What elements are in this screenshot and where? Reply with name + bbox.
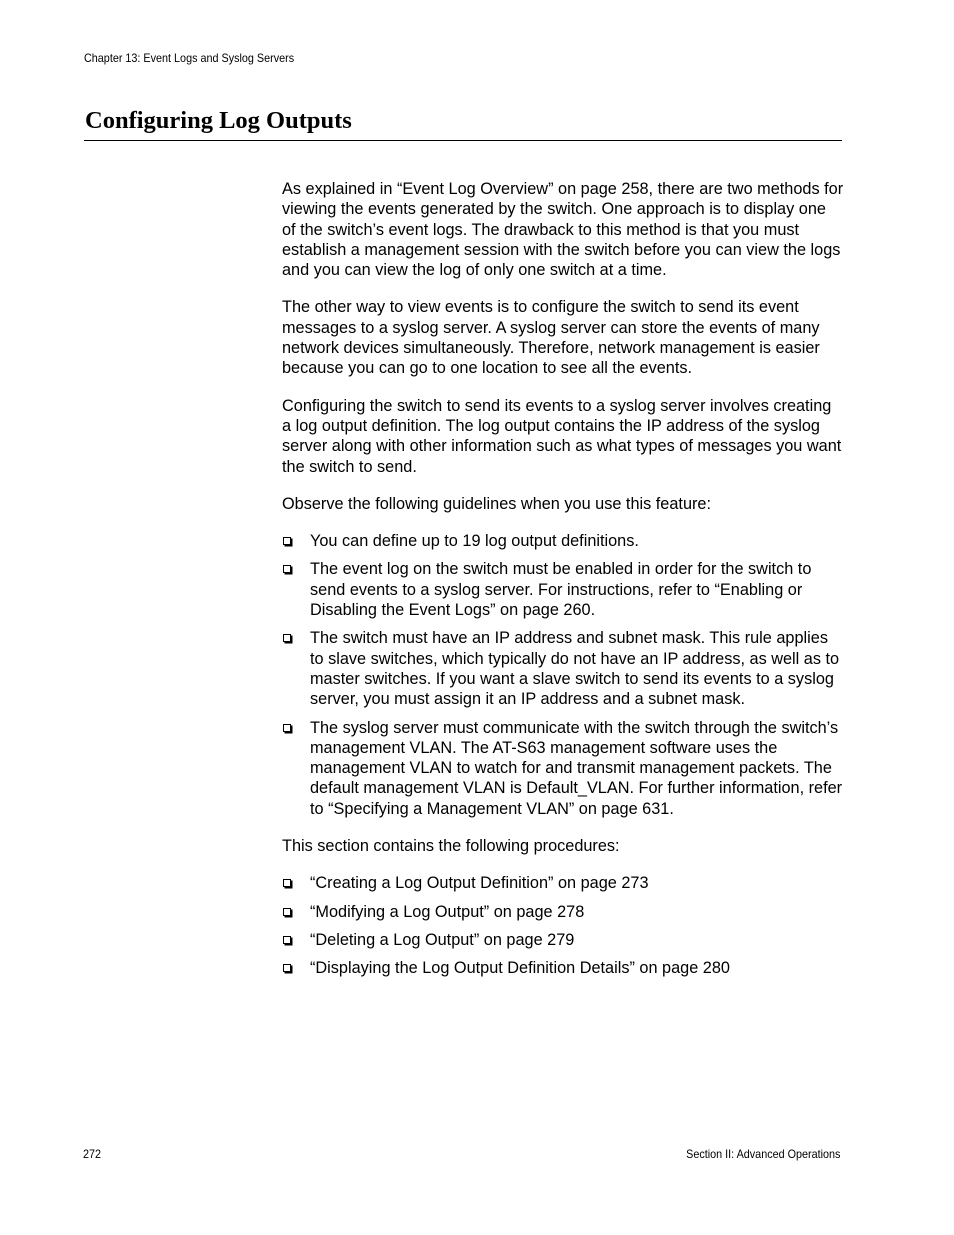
- procedure-link[interactable]: “Creating a Log Output Definition” on page 273: [310, 874, 649, 893]
- checkbox-bullet-icon: [283, 879, 291, 887]
- paragraph-guidelines-intro: Observe the following guidelines when you use this feature:: [282, 494, 711, 513]
- list-item: [282, 958, 844, 978]
- procedure-link[interactable]: “Displaying the Log Output Definition Details” on page 280: [310, 959, 730, 978]
- list-item: [282, 930, 844, 950]
- page-number: 272: [83, 1147, 102, 1161]
- procedures-list: [282, 873, 844, 978]
- list-item: [282, 873, 844, 893]
- checkbox-bullet-icon: [283, 724, 291, 732]
- list-item-text: The event log on the switch must be enabled in order for the switch to send events to a syslog server. For instructions, refer to “Enabling or Disabling the Event Logs” on page 260.: [310, 560, 812, 620]
- list-item-text: The syslog server must communicate with the switch through the switch’s management VLAN. The AT-S63 management software uses the management VLAN to watch for and transmit management packets. The default management VLAN is Default_VLAN. For further information, refer to “Specifying a Management VLAN” on page 631.: [310, 718, 843, 818]
- list-item-text: You can define up to 19 log output definitions.: [310, 532, 639, 551]
- paragraph-procedures-intro: This section contains the following procedures:: [282, 837, 620, 856]
- list-item: [282, 531, 844, 551]
- list-item: [282, 718, 844, 819]
- checkbox-bullet-icon: [283, 964, 291, 972]
- checkbox-bullet-icon: [283, 908, 291, 916]
- list-item: [282, 559, 844, 620]
- paragraph-syslog: The other way to view events is to configure the switch to send its event messages to a syslog server. A syslog server can store the events of many network devices simultaneously. Therefore, network management is easier because you can go to one location to see all the events.: [282, 298, 820, 378]
- checkbox-bullet-icon: [283, 565, 291, 573]
- page-title: Configuring Log Outputs: [85, 107, 352, 134]
- list-item: [282, 902, 844, 922]
- procedure-link[interactable]: “Deleting a Log Output” on page 279: [310, 930, 575, 949]
- list-item: [282, 628, 844, 709]
- procedure-link[interactable]: “Modifying a Log Output” on page 278: [310, 902, 585, 921]
- guidelines-list: [282, 531, 844, 819]
- checkbox-bullet-icon: [283, 634, 291, 642]
- paragraph-log-output: Configuring the switch to send its events to a syslog server involves creating a log output definition. The log output contains the IP address of the syslog server along with other information such as what types of messages you want the switch to send.: [282, 396, 842, 476]
- title-rule: [84, 140, 842, 141]
- paragraph-overview: As explained in “Event Log Overview” on page 258, there are two methods for viewing the events generated by the switch. One approach is to display one of the switch’s event logs. The drawback to this method is that you must establish a management session with the switch before you can view the logs and you can view the log of only one switch at a time.: [282, 180, 844, 280]
- running-header-chapter: Chapter 13: Event Logs and Syslog Servers: [84, 51, 295, 65]
- checkbox-bullet-icon: [283, 537, 291, 545]
- body-content: [282, 179, 844, 996]
- checkbox-bullet-icon: [283, 936, 291, 944]
- list-item-text: The switch must have an IP address and subnet mask. This rule applies to slave switches, which typically do not have an IP address, as well as to master switches. If you want a slave switch to send its events to a syslog server, you must assign it an IP address and a subnet mask.: [310, 629, 840, 709]
- running-footer-section: Section II: Advanced Operations: [685, 1147, 840, 1161]
